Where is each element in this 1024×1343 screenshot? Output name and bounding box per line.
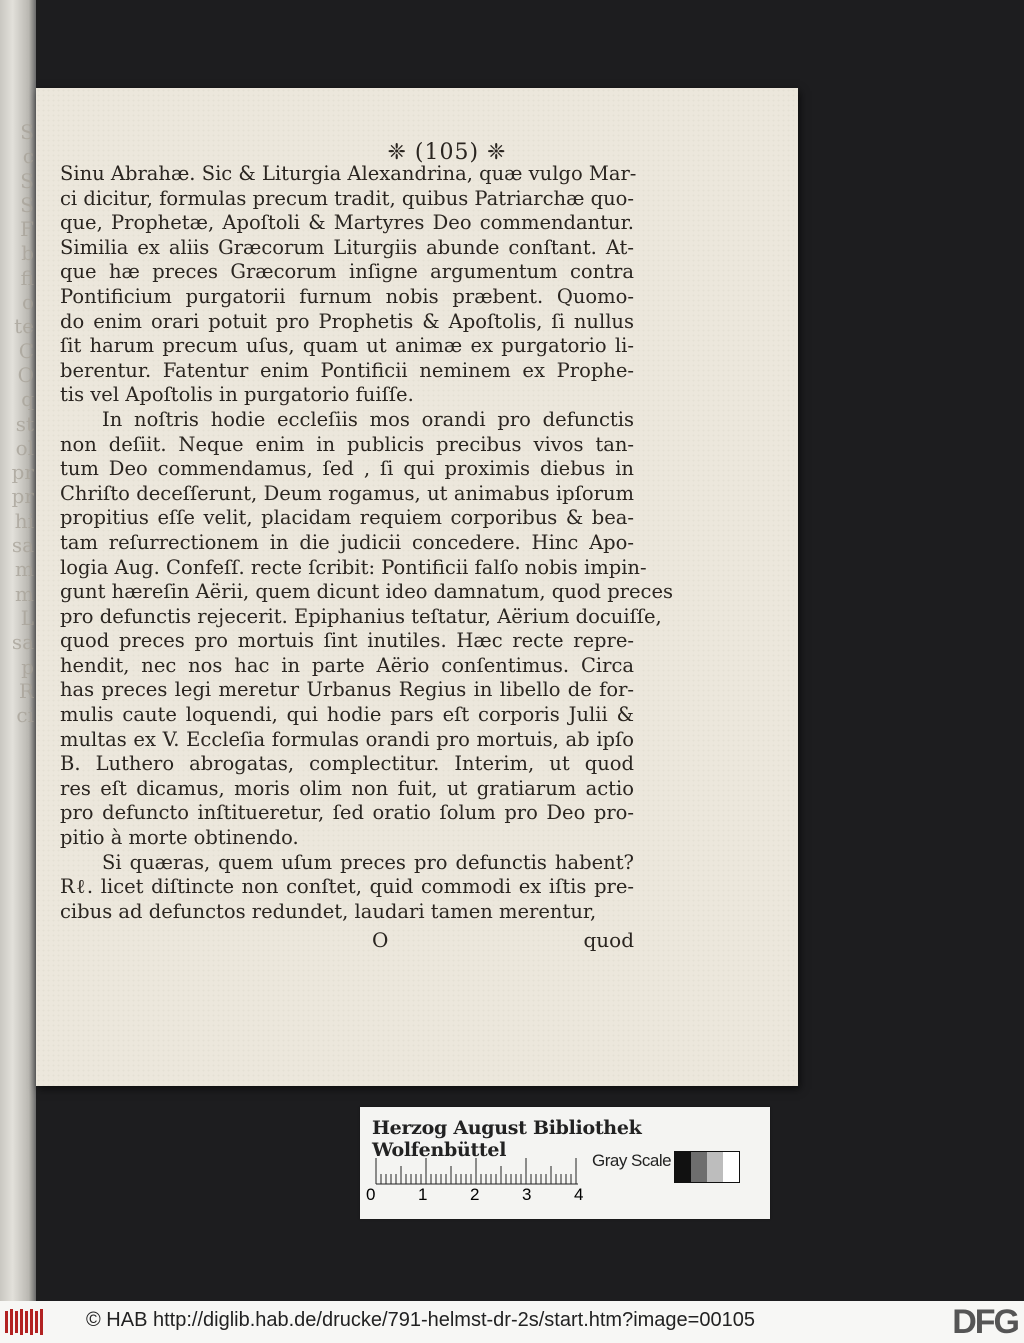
fragment-text: sa [11, 630, 34, 655]
text-line: Pontificium purgatorii furnum nobis præbent. Quomo- [60, 284, 634, 308]
text-line: res eſt dicamus, moris olim non fuit, ut gratiarum actio [60, 776, 634, 800]
fragment-text: m [15, 581, 34, 606]
ruler-number: 0 [366, 1185, 376, 1204]
gray-scale-label: Gray Scale [592, 1151, 672, 1170]
fragment-text: st [15, 411, 34, 436]
library-color-chart [360, 1107, 770, 1219]
text-line: que hæ preces Græcorum inſigne argumentum contra [60, 260, 634, 284]
text-line: Chriſto deceſſerunt, Deum rogamus, ut animabus ipſorum [60, 481, 634, 505]
catchword: quod [583, 928, 634, 952]
library-name: Herzog August Bibliothek Wolfenbüttel [372, 1117, 642, 1161]
text-line: que, Prophetæ, Apoſtoli & Martyres Deo commendantur. [60, 211, 634, 235]
gray-swatch [707, 1152, 723, 1182]
text-line: multas ex V. Eccleſia formulas orandi pro mortuis, ab ipſo [60, 727, 634, 751]
text-line: berentur. Fatentur enim Pontificii neminem ex Prophe- [60, 358, 634, 382]
fragment-text: fi [20, 265, 34, 290]
page-body [60, 162, 674, 924]
text-line: mulis caute loquendi, qui hodie pars eſt corporis Julii & [60, 703, 634, 727]
text-line: ſit harum precum uſus, quam ut animæ ex purgatorio li- [60, 334, 634, 358]
text-line: Rℓ. licet diſtincte non conſtet, quid commodi ex iſtis pre- [60, 875, 634, 899]
text-line: do enim orari potuit pro Prophetis & Apoſtolis, ſi nullus [60, 309, 634, 333]
book-page [36, 88, 798, 1086]
fragment-text: sa [11, 533, 34, 558]
gray-scale-swatch [674, 1151, 740, 1183]
text-line: quod preces pro mortuis ſint inutiles. Hæc recte repre- [60, 629, 634, 653]
text-line: gunt hæreſin Aërii, quem dicunt ideo damnatum, quod preces [60, 580, 674, 604]
fragment-text: p [21, 654, 34, 679]
text-line: Sinu Abrahæ. Sic & Liturgia Alexandrina, quæ vulgo Mar- [60, 162, 637, 185]
text-line: B. Luthero abrogatas, complectitur. Interim, ut quod [60, 752, 634, 776]
fragment-text: b [21, 241, 34, 266]
text-line: pitio à morte obtinendo. [60, 826, 299, 850]
fragment-text: pr [11, 484, 34, 509]
ruler-number: 4 [574, 1185, 584, 1204]
fragment-text: S [20, 168, 34, 193]
gray-swatch [675, 1152, 691, 1182]
fragment-text: c [22, 144, 34, 169]
fragment-text: L [20, 605, 34, 630]
fragment-text: o [21, 290, 34, 315]
text-line: tis vel Apoſtolis in purgatorio fuiſſe. [60, 383, 414, 407]
text-line: propitius eſſe velit, placidam requiem corporibus & bea- [60, 506, 634, 530]
copyright-url: © HAB http://diglib.hab.de/drucke/791-helmst-dr-2s/start.htm?image=00105 [86, 1309, 755, 1331]
ruler-scale [372, 1155, 582, 1185]
gray-swatch [691, 1152, 707, 1182]
text-line: ci dicitur, formulas precum tradit, quibus Patriarchæ quo- [60, 186, 634, 210]
fragment-text: ci [16, 703, 34, 728]
fragment-text: pr [11, 460, 34, 485]
text-line: Similia ex aliis Græcorum Liturgiis abunde conſtant. At- [60, 235, 634, 259]
text-line: logia Aug. Confeſſ. recte ſcribit: Pontificii falſo nobis impin- [60, 555, 647, 579]
fragment-text: F [20, 217, 34, 242]
fragment-text: R [18, 678, 34, 703]
fragment-text: hi [14, 508, 34, 533]
gray-swatch [723, 1152, 739, 1182]
fragment-text: S [20, 192, 34, 217]
ruler-number: 1 [418, 1185, 428, 1204]
hab-logo-icon [4, 1307, 48, 1337]
text-line: tam reſurrectionem in die judicii concedere. Hinc Apo- [60, 530, 634, 554]
fragment-text: ol [15, 435, 34, 460]
text-line: In noſtris hodie eccleſiis mos orandi pro defunctis [102, 407, 634, 431]
fragment-text: q [21, 387, 34, 412]
signature-mark: O [372, 928, 389, 952]
text-line: cibus ad defunctos redundet, laudari tamen merentur, [60, 899, 597, 923]
text-line: pro defunctis rejecerit. Epiphanius teſtatur, Aërium docuiſſe, [60, 604, 662, 628]
text-line: Si quæras, quem uſum preces pro defunctis habent? [102, 850, 634, 874]
viewer-footer [0, 1301, 1024, 1343]
text-line: non deſiit. Neque enim in publicis precibus vivos tan- [60, 432, 634, 456]
fragment-text: O [17, 362, 34, 387]
ruler-number: 3 [522, 1185, 532, 1204]
fragment-text: te [14, 314, 34, 339]
ruler-number: 2 [470, 1185, 480, 1204]
page-header: ❈ (105) ❈ [387, 140, 507, 165]
fragment-text: m [15, 557, 34, 582]
previous-page-fragments [0, 120, 34, 920]
text-line: has preces legi meretur Urbanus Regius in libello de for- [60, 678, 634, 702]
text-line: tum Deo commendamus, ſed , ſi qui proximis diebus in [60, 457, 634, 481]
text-line: hendit, nec nos hac in parte Aërio conſentimus. Circa [60, 653, 634, 677]
text-line: pro defuncto inſtitueretur, ſed oratio ſolum pro Deo pro- [60, 801, 634, 825]
fragment-text: S [20, 120, 34, 144]
dfg-logo: DFG [952, 1303, 1018, 1341]
fragment-text: C [18, 338, 34, 363]
